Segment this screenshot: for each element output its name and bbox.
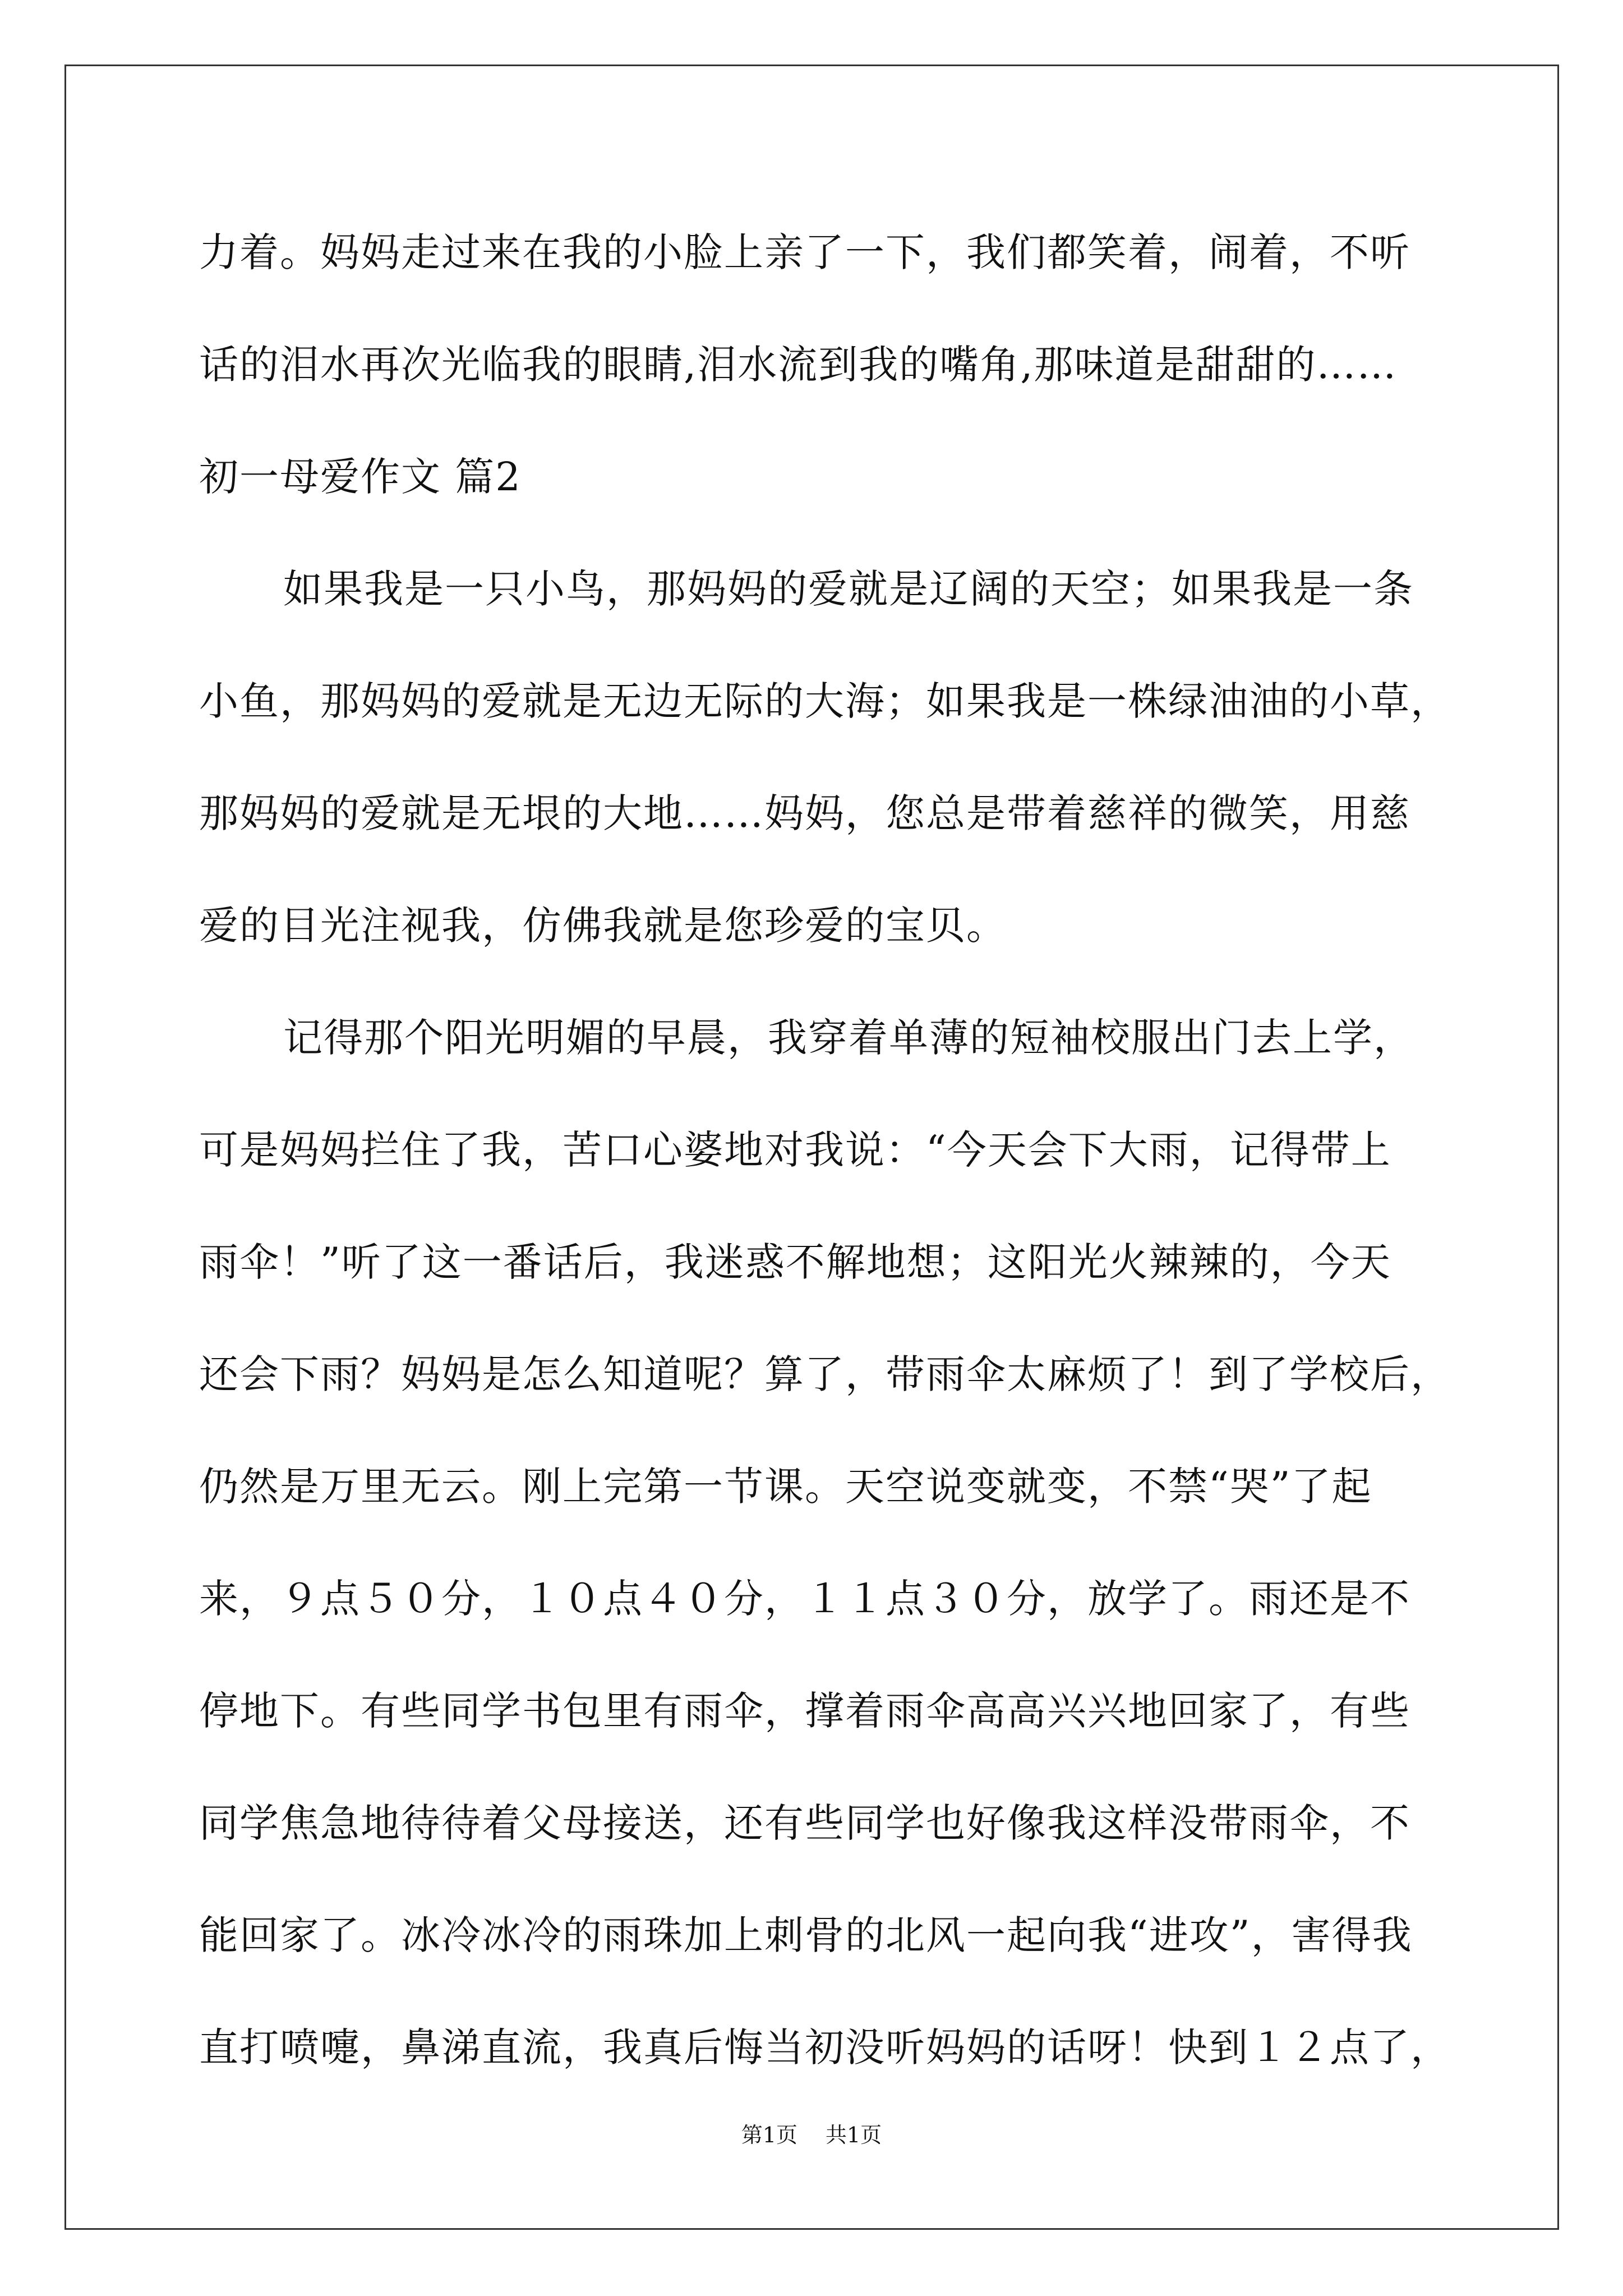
- text-line: 那妈妈的爱就是无垠的大地……妈妈，您总是带着慈祥的微笑，用慈: [199, 790, 1410, 836]
- text-line: 小鱼，那妈妈的爱就是无边无际的大海；如果我是一株绿油油的小草，: [199, 678, 1451, 724]
- text-line: 话的泪水再次光临我的眼睛,泪水流到我的嘴角,那味道是甜甜的……: [199, 342, 1398, 388]
- text-line: 直打喷嚏，鼻涕直流，我真后悔当初没听妈妈的话呀！快到１２点了，: [199, 2024, 1451, 2070]
- paragraph-first-line: 记得那个阳光明媚的早晨，我穿着单薄的短袖校服出门去上学，: [283, 1015, 1414, 1061]
- section-heading: 初一母爱作文 篇2: [199, 454, 522, 500]
- document-body: [199, 210, 1451, 2118]
- text-line: 仍然是万里无云。刚上完第一节课。天空说变就变，不禁“哭”了起: [199, 1464, 1372, 1510]
- text-line: 可是妈妈拦住了我，苦口心婆地对我说：“今天会下大雨，记得带上: [199, 1127, 1391, 1173]
- text-line: 还会下雨？妈妈是怎么知道呢？算了，带雨伞太麻烦了！到了学校后，: [199, 1351, 1451, 1397]
- page-number-current: 第1页: [741, 2123, 797, 2147]
- page-footer: [0, 2118, 1623, 2148]
- text-line: 力着。妈妈走过来在我的小脸上亲了一下，我们都笑着，闹着，不听: [199, 229, 1410, 275]
- paragraph-first-line: 如果我是一只小鸟，那妈妈的爱就是辽阔的天空；如果我是一条: [283, 566, 1414, 612]
- text-line: 来，９点５０分，１０点４０分，１１点３０分，放学了。雨还是不: [199, 1576, 1410, 1622]
- text-line: 能回家了。冰冷冰冷的雨珠加上刺骨的北风一起向我“进攻”，害得我: [199, 1912, 1413, 1958]
- text-line: 同学焦急地待待着父母接送，还有些同学也好像我这样没带雨伞，不: [199, 1800, 1410, 1846]
- text-line: 爱的目光注视我，仿佛我就是您珍爱的宝贝。: [199, 903, 1007, 949]
- text-line: 雨伞！”听了这一番话后，我迷惑不解地想；这阳光火辣辣的，今天: [199, 1239, 1391, 1285]
- text-line: 停地下。有些同学书包里有雨伞，撑着雨伞高高兴兴地回家了，有些: [199, 1688, 1410, 1734]
- page-number-total: 共1页: [826, 2123, 882, 2147]
